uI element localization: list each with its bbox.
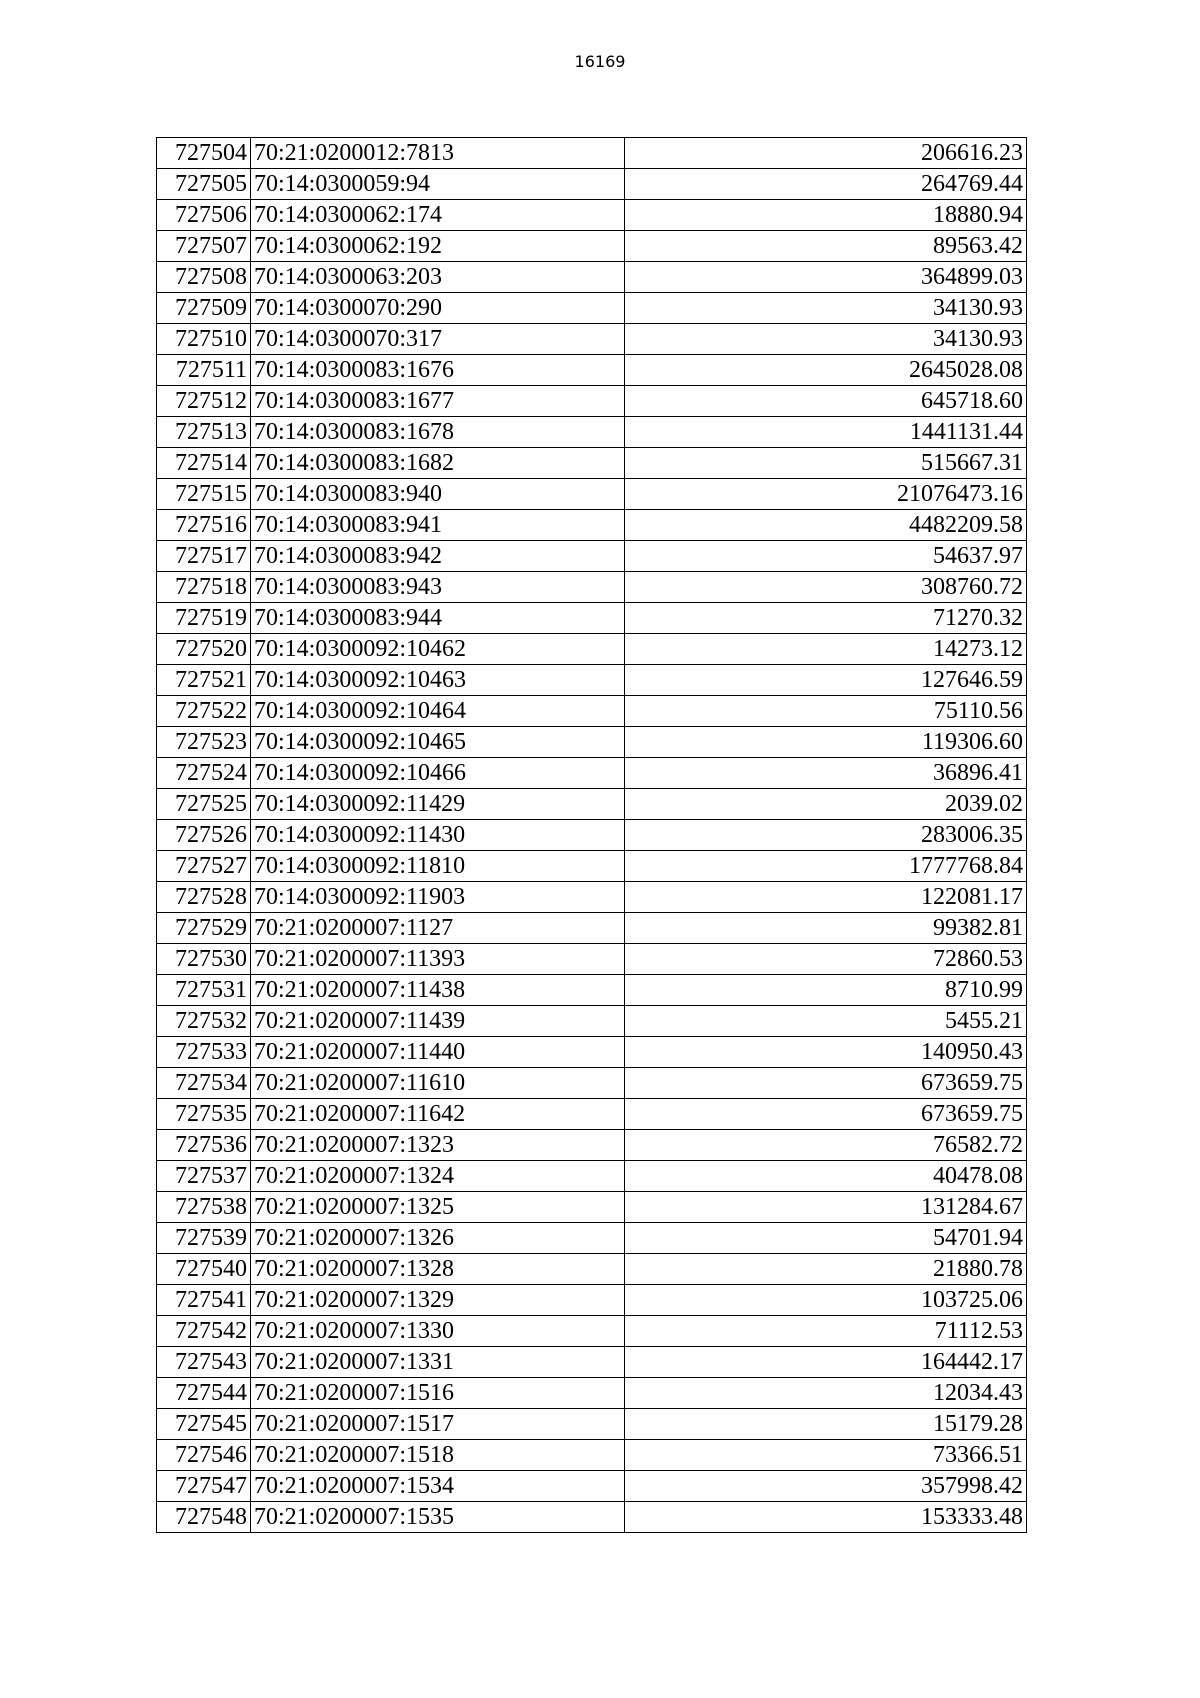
row-number-cell: 727539: [157, 1223, 251, 1254]
value-cell: 515667.31: [625, 448, 1027, 479]
table-row: [157, 138, 1027, 169]
table-row: [157, 758, 1027, 789]
table-row: [157, 603, 1027, 634]
table-row: [157, 1316, 1027, 1347]
row-number-cell: 727547: [157, 1471, 251, 1502]
cadastral-number-cell: 70:21:0200007:1325: [251, 1192, 625, 1223]
value-cell: 99382.81: [625, 913, 1027, 944]
table-row: [157, 262, 1027, 293]
value-cell: 131284.67: [625, 1192, 1027, 1223]
cadastral-number-cell: 70:21:0200007:11610: [251, 1068, 625, 1099]
table-row: [157, 789, 1027, 820]
table-row: [157, 355, 1027, 386]
row-number-cell: 727511: [157, 355, 251, 386]
value-cell: 36896.41: [625, 758, 1027, 789]
row-number-cell: 727524: [157, 758, 251, 789]
table-row: [157, 1502, 1027, 1533]
value-cell: 18880.94: [625, 200, 1027, 231]
table-row: [157, 851, 1027, 882]
row-number-cell: 727532: [157, 1006, 251, 1037]
table-row: [157, 1254, 1027, 1285]
value-cell: 1441131.44: [625, 417, 1027, 448]
table-row: [157, 820, 1027, 851]
row-number-cell: 727543: [157, 1347, 251, 1378]
value-cell: 2039.02: [625, 789, 1027, 820]
table-row: [157, 634, 1027, 665]
table-row: [157, 1161, 1027, 1192]
value-cell: 308760.72: [625, 572, 1027, 603]
table-row: [157, 913, 1027, 944]
value-cell: 73366.51: [625, 1440, 1027, 1471]
cadastral-number-cell: 70:21:0200007:11393: [251, 944, 625, 975]
row-number-cell: 727529: [157, 913, 251, 944]
value-cell: 34130.93: [625, 293, 1027, 324]
value-cell: 72860.53: [625, 944, 1027, 975]
value-cell: 75110.56: [625, 696, 1027, 727]
row-number-cell: 727546: [157, 1440, 251, 1471]
value-cell: 54637.97: [625, 541, 1027, 572]
cadastral-number-cell: 70:21:0200007:1518: [251, 1440, 625, 1471]
table-row: [157, 944, 1027, 975]
row-number-cell: 727518: [157, 572, 251, 603]
table-row: [157, 386, 1027, 417]
row-number-cell: 727535: [157, 1099, 251, 1130]
cadastral-number-cell: 70:14:0300083:941: [251, 510, 625, 541]
table-row: [157, 665, 1027, 696]
table-row: [157, 417, 1027, 448]
cadastral-number-cell: 70:21:0200007:1534: [251, 1471, 625, 1502]
cadastral-number-cell: 70:21:0200007:11440: [251, 1037, 625, 1068]
value-cell: 40478.08: [625, 1161, 1027, 1192]
table-row: [157, 1285, 1027, 1316]
cadastral-number-cell: 70:14:0300092:11429: [251, 789, 625, 820]
value-cell: 357998.42: [625, 1471, 1027, 1502]
row-number-cell: 727538: [157, 1192, 251, 1223]
table-row: [157, 293, 1027, 324]
row-number-cell: 727526: [157, 820, 251, 851]
value-cell: 127646.59: [625, 665, 1027, 696]
cadastral-number-cell: 70:14:0300092:11903: [251, 882, 625, 913]
row-number-cell: 727520: [157, 634, 251, 665]
table-row: [157, 1099, 1027, 1130]
cadastral-number-cell: 70:21:0200007:1330: [251, 1316, 625, 1347]
cadastral-number-cell: 70:14:0300083:1676: [251, 355, 625, 386]
table-row: [157, 200, 1027, 231]
row-number-cell: 727530: [157, 944, 251, 975]
table-row: [157, 1471, 1027, 1502]
row-number-cell: 727544: [157, 1378, 251, 1409]
value-cell: 164442.17: [625, 1347, 1027, 1378]
table-row: [157, 1006, 1027, 1037]
value-cell: 76582.72: [625, 1130, 1027, 1161]
cadastral-number-cell: 70:14:0300092:11810: [251, 851, 625, 882]
value-cell: 264769.44: [625, 169, 1027, 200]
cadastral-number-cell: 70:21:0200007:1331: [251, 1347, 625, 1378]
row-number-cell: 727528: [157, 882, 251, 913]
table-row: [157, 727, 1027, 758]
cadastral-number-cell: 70:14:0300070:317: [251, 324, 625, 355]
table-row: [157, 1409, 1027, 1440]
row-number-cell: 727548: [157, 1502, 251, 1533]
row-number-cell: 727540: [157, 1254, 251, 1285]
cadastral-number-cell: 70:14:0300083:1678: [251, 417, 625, 448]
cadastral-number-cell: 70:21:0200007:1324: [251, 1161, 625, 1192]
value-cell: 2645028.08: [625, 355, 1027, 386]
cadastral-number-cell: 70:14:0300062:192: [251, 231, 625, 262]
row-number-cell: 727533: [157, 1037, 251, 1068]
cadastral-number-cell: 70:14:0300092:10465: [251, 727, 625, 758]
cadastral-number-cell: 70:21:0200007:1535: [251, 1502, 625, 1533]
table-row: [157, 1378, 1027, 1409]
value-cell: 206616.23: [625, 138, 1027, 169]
row-number-cell: 727510: [157, 324, 251, 355]
cadastral-number-cell: 70:21:0200007:1323: [251, 1130, 625, 1161]
row-number-cell: 727517: [157, 541, 251, 572]
cadastral-number-cell: 70:14:0300063:203: [251, 262, 625, 293]
cadastral-number-cell: 70:14:0300083:944: [251, 603, 625, 634]
cadastral-number-cell: 70:14:0300062:174: [251, 200, 625, 231]
value-cell: 14273.12: [625, 634, 1027, 665]
value-cell: 364899.03: [625, 262, 1027, 293]
cadastral-number-cell: 70:21:0200007:1127: [251, 913, 625, 944]
table-row: [157, 448, 1027, 479]
cadastral-number-cell: 70:14:0300092:10462: [251, 634, 625, 665]
cadastral-number-cell: 70:21:0200007:11642: [251, 1099, 625, 1130]
table-row: [157, 1037, 1027, 1068]
table-row: [157, 479, 1027, 510]
value-cell: 71112.53: [625, 1316, 1027, 1347]
cadastral-number-cell: 70:21:0200007:1326: [251, 1223, 625, 1254]
value-cell: 21076473.16: [625, 479, 1027, 510]
table-row: [157, 510, 1027, 541]
row-number-cell: 727515: [157, 479, 251, 510]
row-number-cell: 727525: [157, 789, 251, 820]
value-cell: 8710.99: [625, 975, 1027, 1006]
cadastral-number-cell: 70:14:0300092:11430: [251, 820, 625, 851]
row-number-cell: 727521: [157, 665, 251, 696]
table-row: [157, 1130, 1027, 1161]
value-cell: 140950.43: [625, 1037, 1027, 1068]
row-number-cell: 727542: [157, 1316, 251, 1347]
cadastral-number-cell: 70:14:0300092:10464: [251, 696, 625, 727]
cadastral-number-cell: 70:14:0300092:10466: [251, 758, 625, 789]
row-number-cell: 727507: [157, 231, 251, 262]
value-cell: 5455.21: [625, 1006, 1027, 1037]
cadastral-number-cell: 70:14:0300083:943: [251, 572, 625, 603]
value-cell: 89563.42: [625, 231, 1027, 262]
cadastral-number-cell: 70:14:0300083:1682: [251, 448, 625, 479]
value-cell: 673659.75: [625, 1099, 1027, 1130]
table-row: [157, 541, 1027, 572]
row-number-cell: 727545: [157, 1409, 251, 1440]
row-number-cell: 727513: [157, 417, 251, 448]
value-cell: 283006.35: [625, 820, 1027, 851]
row-number-cell: 727505: [157, 169, 251, 200]
page-number: 16169: [574, 52, 626, 71]
value-cell: 1777768.84: [625, 851, 1027, 882]
cadastral-number-cell: 70:14:0300070:290: [251, 293, 625, 324]
value-cell: 54701.94: [625, 1223, 1027, 1254]
row-number-cell: 727523: [157, 727, 251, 758]
row-number-cell: 727512: [157, 386, 251, 417]
row-number-cell: 727534: [157, 1068, 251, 1099]
row-number-cell: 727522: [157, 696, 251, 727]
value-cell: 71270.32: [625, 603, 1027, 634]
table-body: [157, 138, 1027, 1533]
cadastral-number-cell: 70:21:0200007:1329: [251, 1285, 625, 1316]
table-row: [157, 1440, 1027, 1471]
value-cell: 673659.75: [625, 1068, 1027, 1099]
value-cell: 4482209.58: [625, 510, 1027, 541]
table-row: [157, 1068, 1027, 1099]
cadastral-number-cell: 70:21:0200007:1516: [251, 1378, 625, 1409]
table-row: [157, 169, 1027, 200]
cadastral-number-cell: 70:14:0300083:1677: [251, 386, 625, 417]
row-number-cell: 727504: [157, 138, 251, 169]
row-number-cell: 727541: [157, 1285, 251, 1316]
value-cell: 34130.93: [625, 324, 1027, 355]
row-number-cell: 727527: [157, 851, 251, 882]
table-row: [157, 231, 1027, 262]
row-number-cell: 727508: [157, 262, 251, 293]
value-cell: 12034.43: [625, 1378, 1027, 1409]
value-cell: 153333.48: [625, 1502, 1027, 1533]
value-cell: 103725.06: [625, 1285, 1027, 1316]
table-row: [157, 324, 1027, 355]
cadastral-number-cell: 70:14:0300083:940: [251, 479, 625, 510]
cadastral-number-cell: 70:21:0200007:1328: [251, 1254, 625, 1285]
cadastral-number-cell: 70:14:0300083:942: [251, 541, 625, 572]
row-number-cell: 727514: [157, 448, 251, 479]
table-row: [157, 1223, 1027, 1254]
row-number-cell: 727509: [157, 293, 251, 324]
row-number-cell: 727506: [157, 200, 251, 231]
table-row: [157, 975, 1027, 1006]
value-cell: 645718.60: [625, 386, 1027, 417]
cadastral-number-cell: 70:21:0200012:7813: [251, 138, 625, 169]
table-row: [157, 1347, 1027, 1378]
value-cell: 119306.60: [625, 727, 1027, 758]
table-row: [157, 696, 1027, 727]
row-number-cell: 727519: [157, 603, 251, 634]
table-row: [157, 572, 1027, 603]
row-number-cell: 727531: [157, 975, 251, 1006]
row-number-cell: 727536: [157, 1130, 251, 1161]
value-cell: 21880.78: [625, 1254, 1027, 1285]
table-row: [157, 1192, 1027, 1223]
row-number-cell: 727537: [157, 1161, 251, 1192]
data-table: [156, 137, 1027, 1533]
table-row: [157, 882, 1027, 913]
row-number-cell: 727516: [157, 510, 251, 541]
cadastral-number-cell: 70:21:0200007:11439: [251, 1006, 625, 1037]
cadastral-number-cell: 70:21:0200007:1517: [251, 1409, 625, 1440]
value-cell: 122081.17: [625, 882, 1027, 913]
cadastral-number-cell: 70:14:0300059:94: [251, 169, 625, 200]
value-cell: 15179.28: [625, 1409, 1027, 1440]
cadastral-number-cell: 70:21:0200007:11438: [251, 975, 625, 1006]
cadastral-number-cell: 70:14:0300092:10463: [251, 665, 625, 696]
